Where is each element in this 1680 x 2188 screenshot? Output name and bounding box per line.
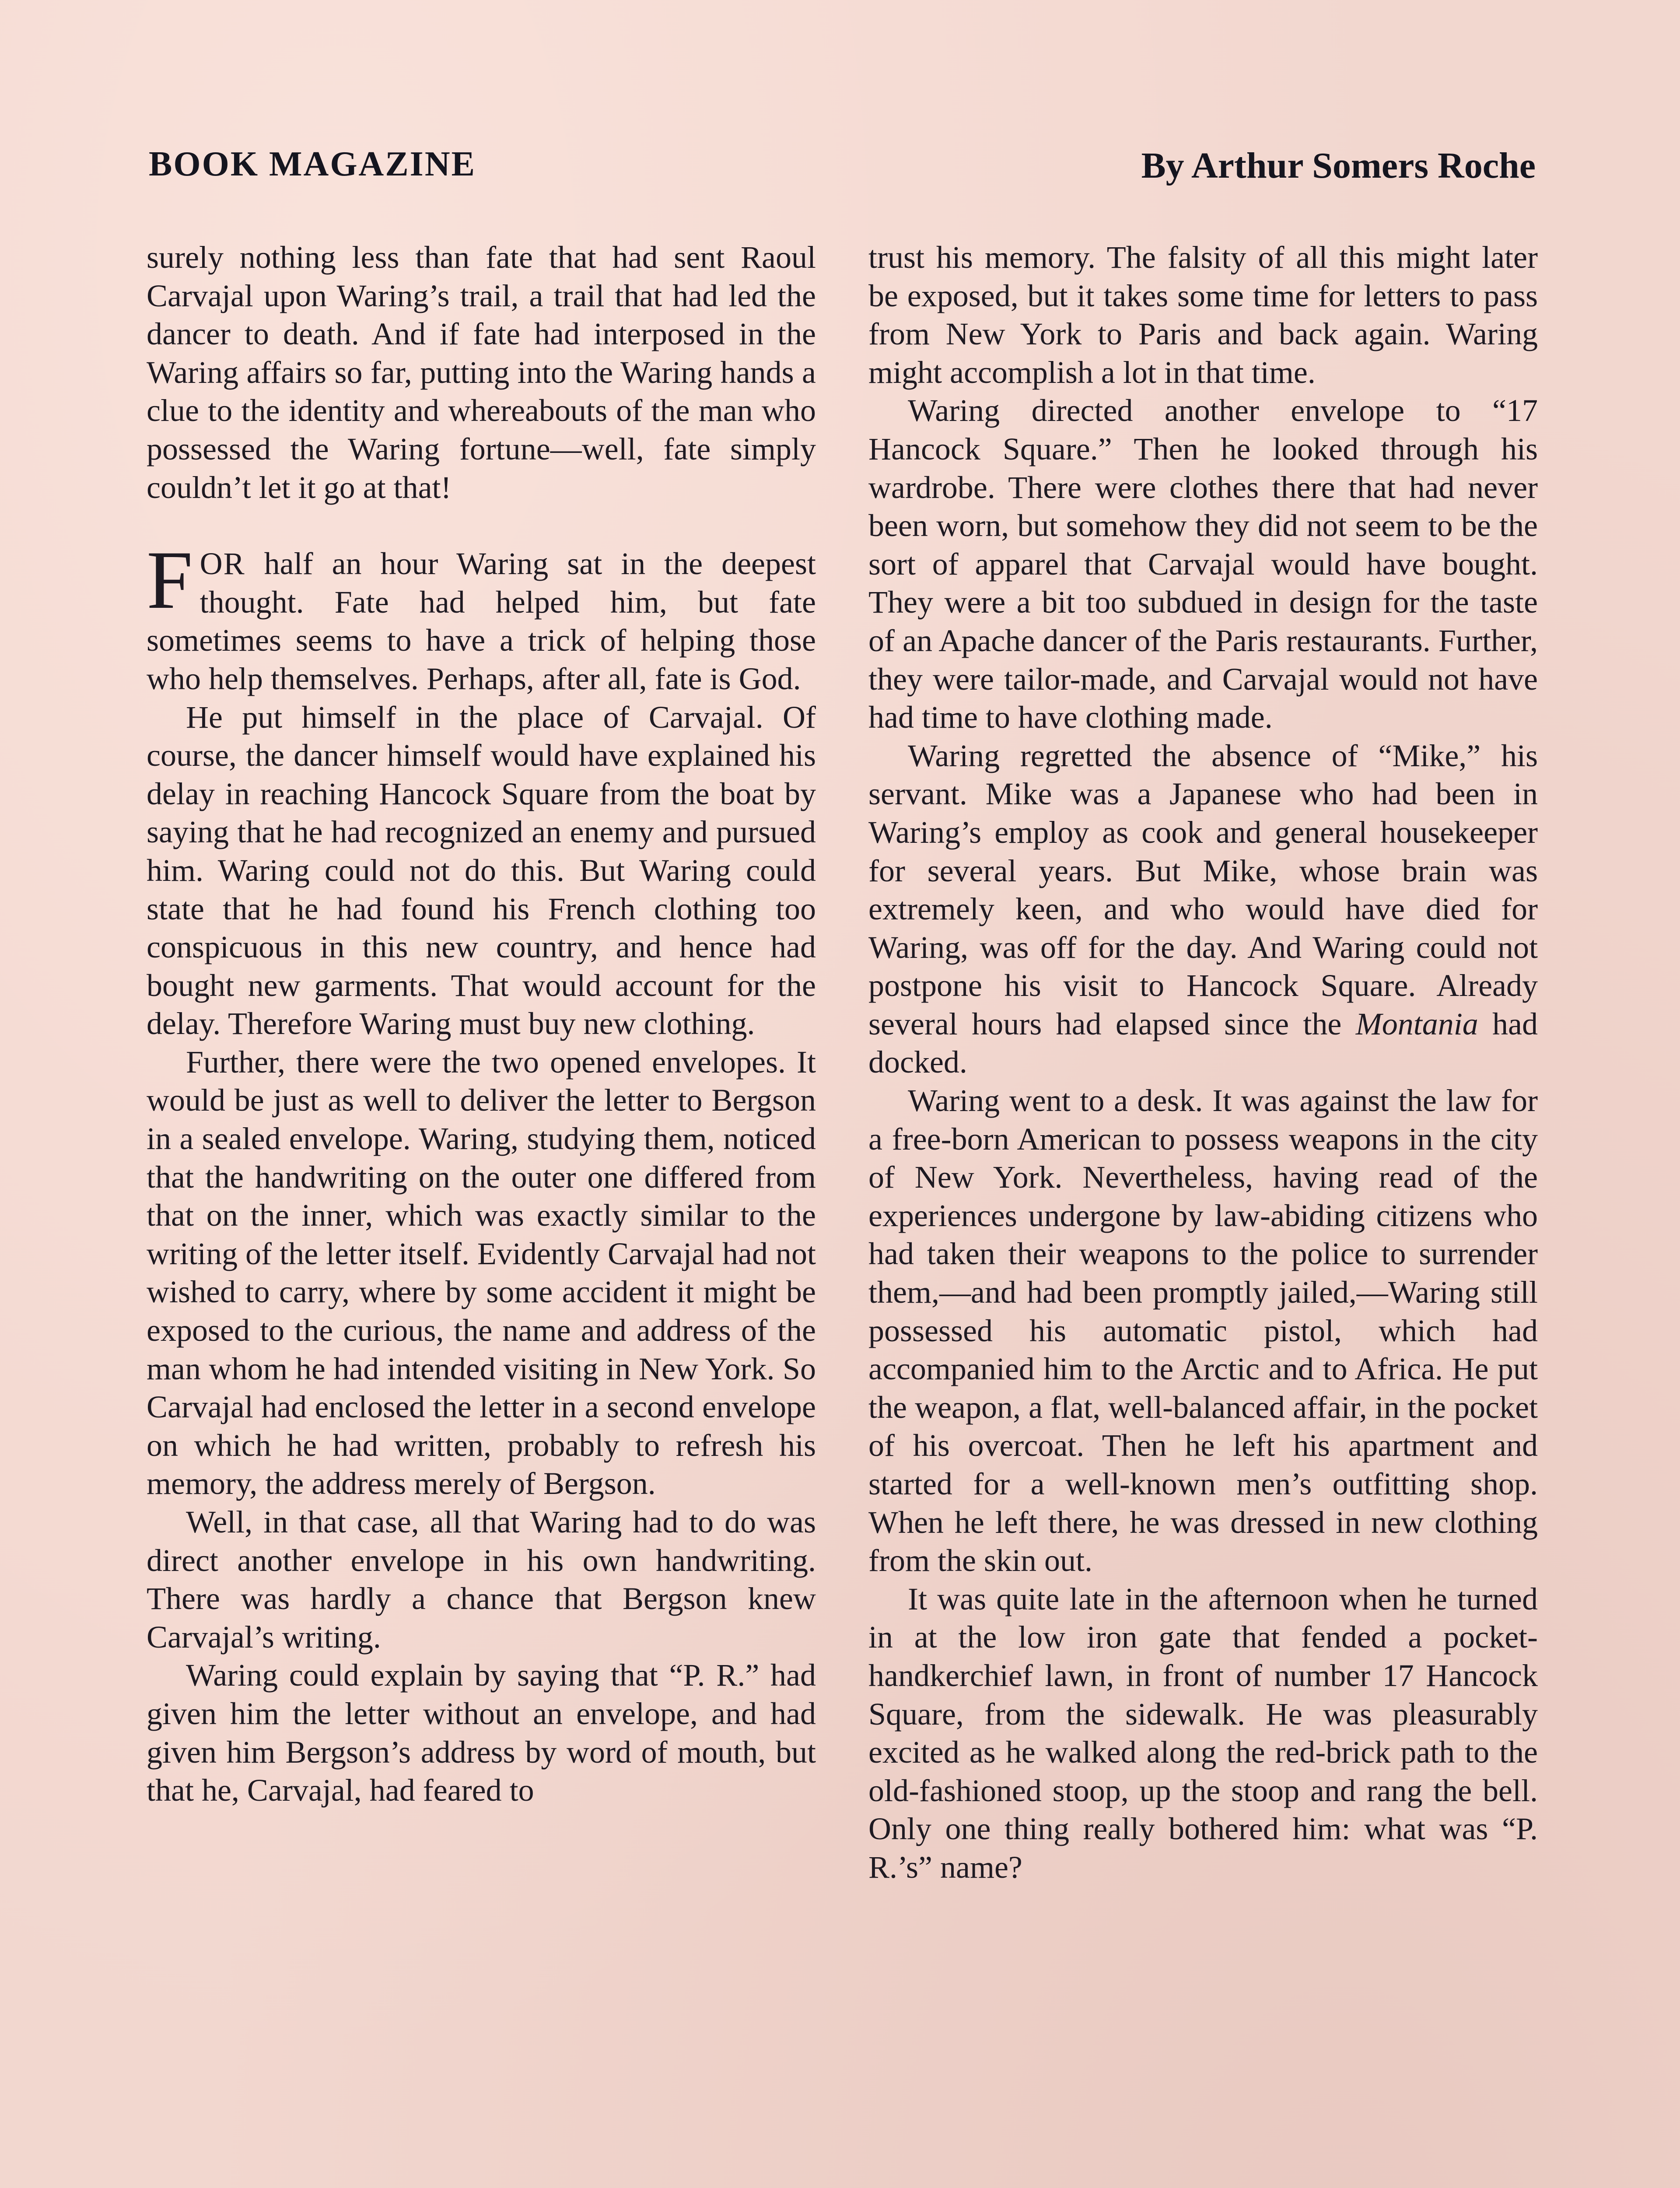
opening-caps: OR: [200, 546, 245, 582]
paragraph: surely nothing less than fate that had sent Raoul Carvajal upon Waring’s trail, a trail that had led the dancer to death. And if fate had interposed in the Waring affairs so far, putting into the Waring hands a clue to the identity and whereabouts of the man who possessed the Waring fortune—well, fate simply couldn’t let it go at that!: [147, 240, 816, 505]
drop-cap: F: [147, 534, 193, 627]
right-column: [868, 238, 1538, 2188]
running-head: [149, 144, 1536, 193]
magazine-title: BOOK MAGAZINE: [149, 145, 476, 183]
paragraph: He put himself in the place of Carvajal. Of course, the dancer himself would have explained his delay in reaching Hancock Square from the boat by saying that he had recognized an enemy and pursued him. Waring could not do this. But Waring could state that he had found his French clothing too conspicuous in this new country, and hence had bought new garments. That would account for the delay. Therefore Waring must buy new clothing.: [147, 699, 816, 1041]
paragraph: Waring directed another envelope to “17 Hancock Square.” Then he looked through his wardrobe. There were clothes there that had never been worn, but somehow they did not seem to be the sort of apparel that Carvajal would have bought. They were a bit too subdued in design for the taste of an Apache dancer of the Paris restaurants. Further, they were tailor-made, and Carvajal would not have had time to have clothing made.: [868, 393, 1538, 735]
paragraph: Waring went to a desk. It was against the law for a free-born American to possess weapons in the city of New York. Nevertheless, having read of the experiences undergone by law-abiding citizens who had taken their weapons to the police to surrender them,—and had been promptly jailed,—Waring still possessed his automatic pistol, which had accompanied him to the Arctic and to Africa. He put the weapon, a flat, well-balanced affair, in the pocket of his overcoat. Then he left his apartment and started for a well-known men’s outfitting shop. When he left there, he was dressed in new clothing from the skin out.: [868, 1083, 1538, 1578]
left-column: [147, 238, 816, 2188]
paragraph: It was quite late in the afternoon when he turned in at the low iron gate that fended a pocket-handkerchief lawn, in front of number 17 Hancock Square, from the sidewalk. He was pleasurably excited as he walked along the red-brick path to the old-fashioned stoop, up the stoop and rang the bell. Only one thing really bothered him: what was “P. R.’s” name?: [868, 1581, 1538, 1885]
paragraph: Further, there were the two opened envelopes. It would be just as well to deliver the letter to Bergson in a sealed envelope. Waring, studying them, noticed that the handwriting on the outer one differed from that on the inner, which was exactly similar to the writing of the letter itself. Evidently Carvajal had not wished to carry, where by some accident it might be exposed to the curious, the name and address of the man whom he had intended visiting in New York. So Carvajal had enclosed the letter in a second envelope on which he had written, probably to refresh his memory, the address merely of Bergson.: [147, 1044, 816, 1501]
text-columns: [147, 238, 1538, 2188]
paragraph: trust his memory. The falsity of all this might later be exposed, but it takes some time for letters to pass from New York to Paris and back again. Waring might accomplish a lot in that time.: [868, 240, 1538, 390]
author-byline: By Arthur Somers Roche: [1141, 145, 1536, 186]
paragraph-text: half an hour Waring sat in the deepest thought. Fate had helped him, but fate sometimes seems to have a trick of helping those who help themselves. Perhaps, after all, fate is God.: [147, 546, 816, 696]
ship-name: Montania: [1355, 1006, 1478, 1041]
paragraph: [868, 737, 1538, 1082]
section-opening-paragraph: [147, 534, 816, 698]
paragraph-text: had docked.: [868, 1006, 1538, 1080]
paragraph-text: Waring regretted the absence of “Mike,” his servant. Mike was a Japanese who had been in Waring’s employ as cook and general housekeeper for several years. But Mike, whose brain was extremely keen, and who would have died for Waring, was off for the day. And Waring could not postpone his visit to Hancock Square. Already several hours had elapsed since the: [868, 738, 1538, 1041]
paragraph: Well, in that case, all that Waring had to do was direct another envelope in his own handwriting. There was hardly a chance that Bergson knew Carvajal’s writing.: [147, 1504, 816, 1655]
paragraph: Waring could explain by saying that “P. R.” had given him the letter without an envelope, and had given him Bergson’s address by word of mouth, but that he, Carvajal, had feared to: [147, 1658, 816, 1808]
